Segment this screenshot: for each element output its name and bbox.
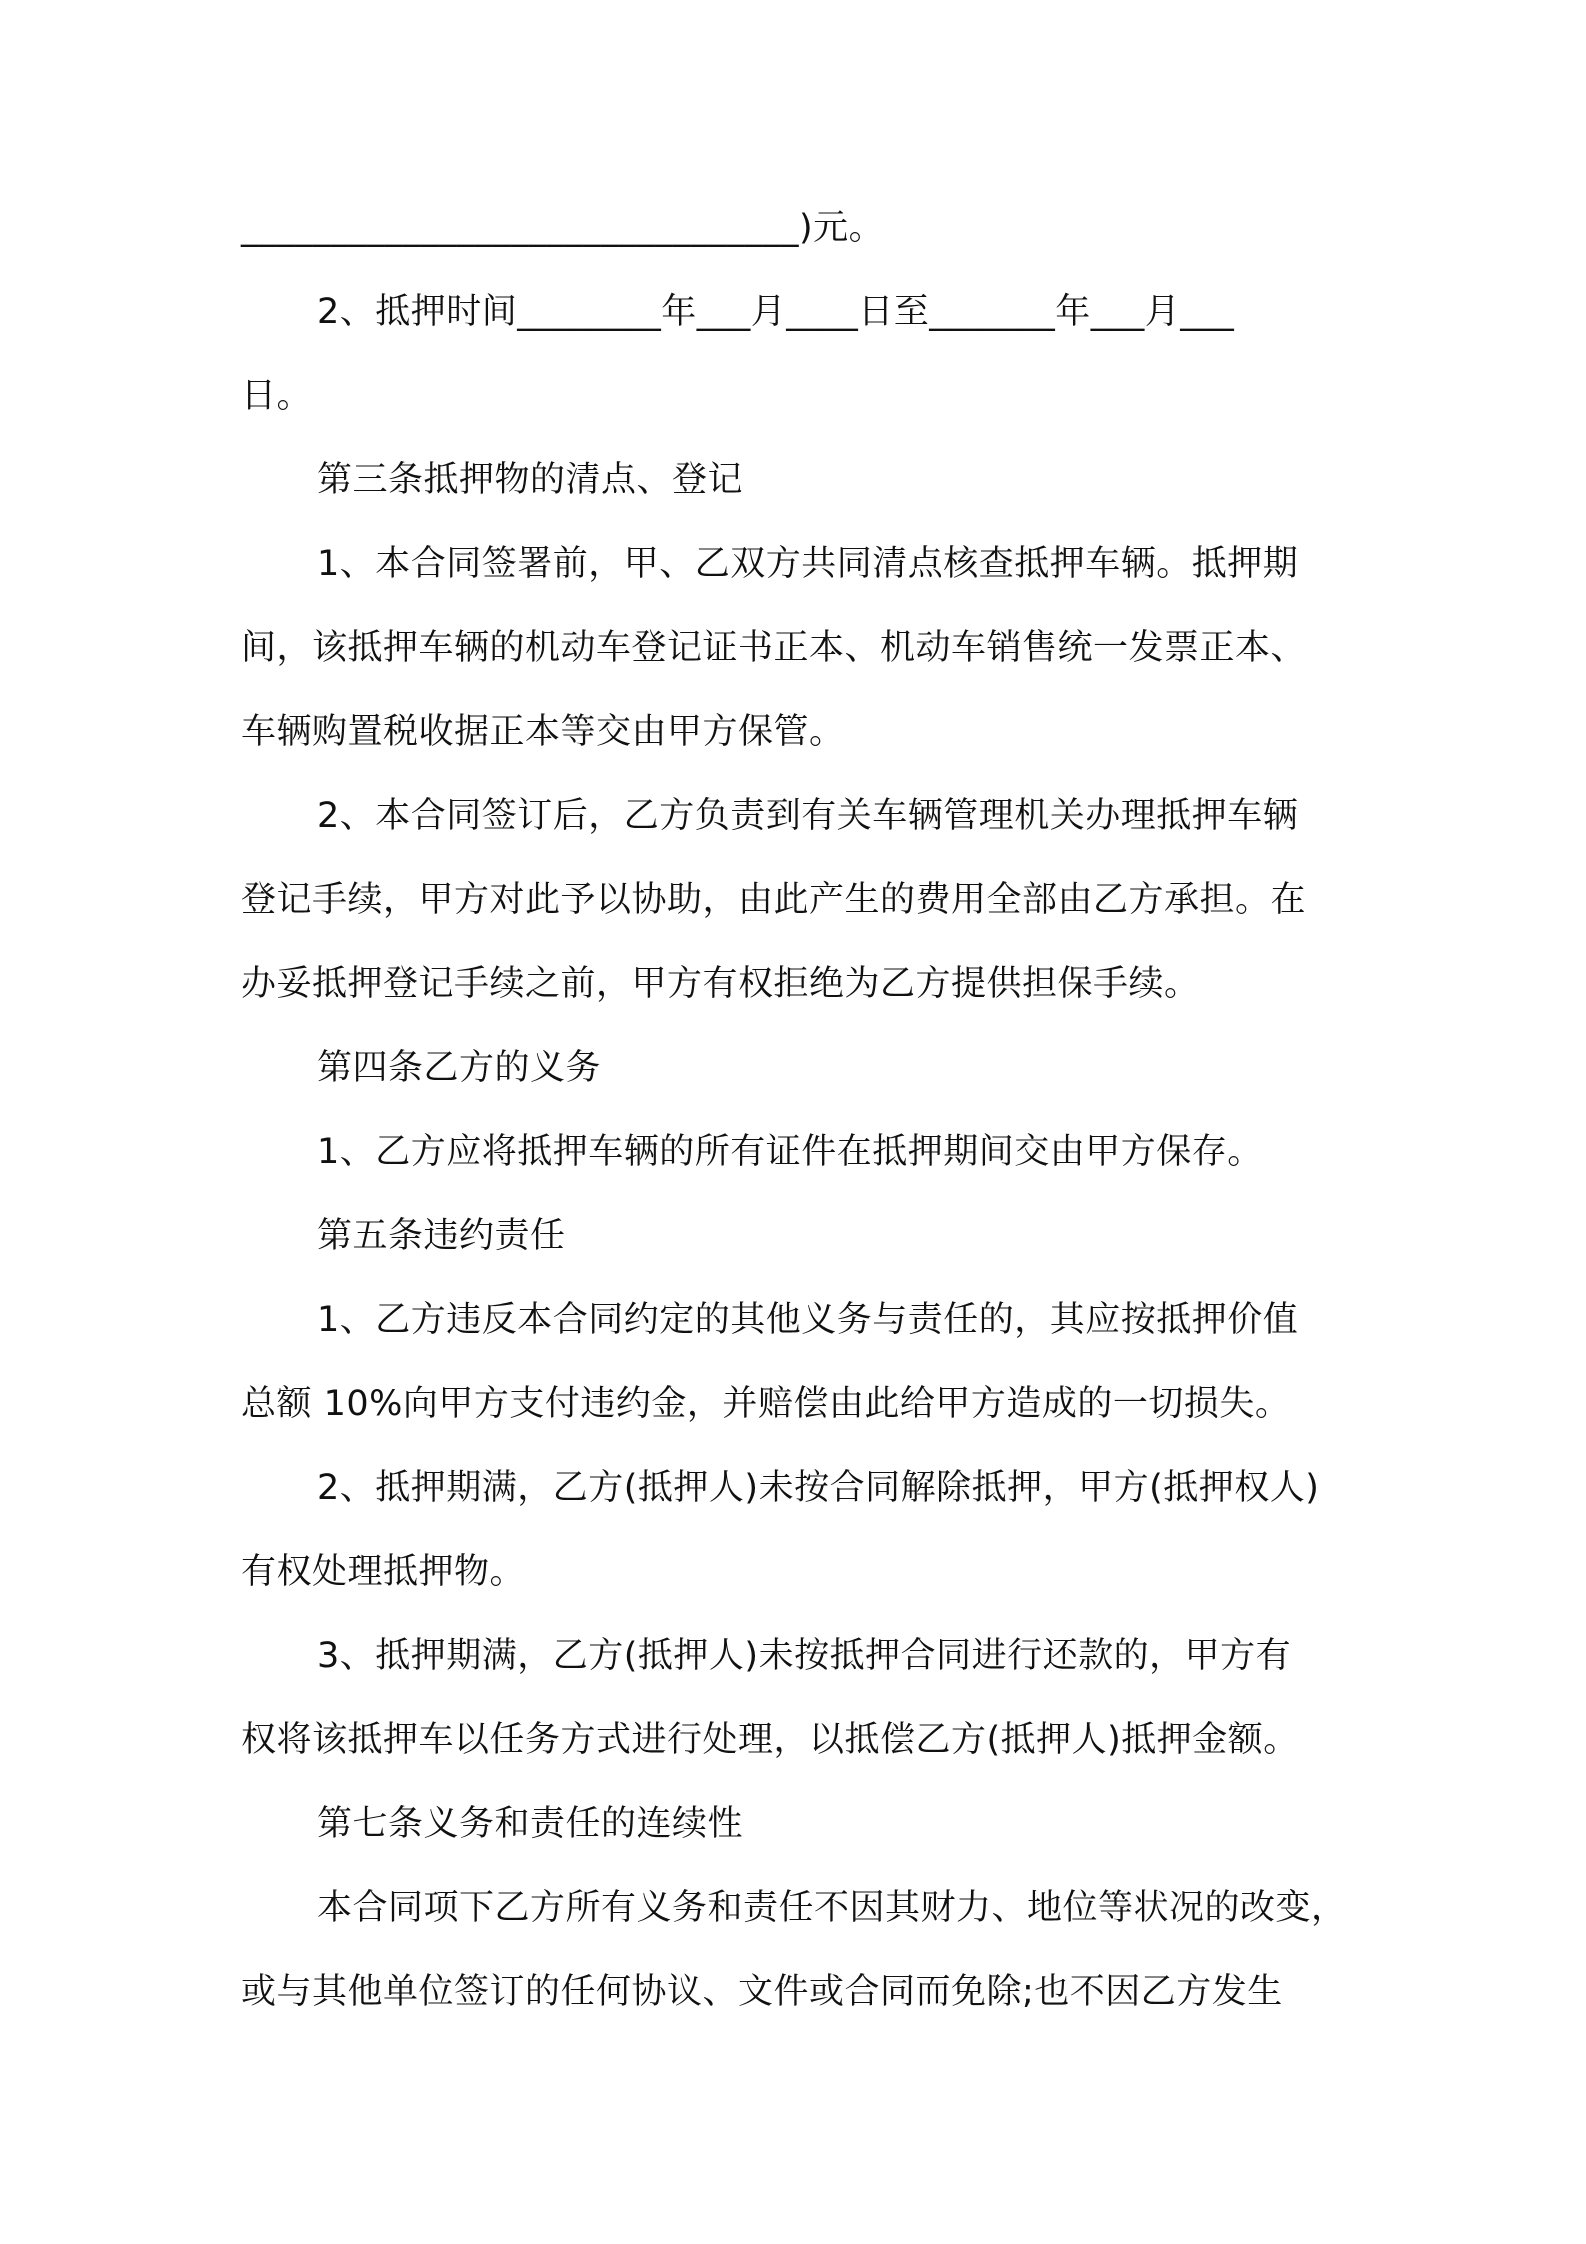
article-5-clause-1-line-2: 总额 10%向甲方支付违约金，并赔偿由此给甲方造成的一切损失。 xyxy=(241,1384,1291,1424)
article-5-heading: 第五条违约责任 xyxy=(317,1216,566,1256)
article-3-heading: 第三条抵押物的清点、登记 xyxy=(317,460,744,500)
article-3-clause-2-line-1: 2、本合同签订后，乙方负责到有关车辆管理机关办理抵押车辆 xyxy=(317,796,1299,836)
article-3-clause-1-line-2: 间，该抵押车辆的机动车登记证书正本、机动车销售统一发票正本、 xyxy=(241,628,1307,668)
article-5-clause-2-line-2: 有权处理抵押物。 xyxy=(241,1552,526,1592)
article-3-clause-1-line-3: 车辆购置税收据正本等交由甲方保管。 xyxy=(241,712,845,752)
article-7-body-line-1: 本合同项下乙方所有义务和责任不因其财力、地位等状况的改变， xyxy=(317,1888,1347,1928)
article-3-clause-2-line-2: 登记手续，甲方对此予以协助，由此产生的费用全部由乙方承担。在 xyxy=(241,880,1307,920)
mortgage-period-end: 日。 xyxy=(241,376,313,416)
article-7-body-line-2: 或与其他单位签订的任何协议、文件或合同而免除;也不因乙方发生 xyxy=(241,1972,1283,2012)
article-5-clause-1-line-1: 1、乙方违反本合同约定的其他义务与责任的，其应按抵押价值 xyxy=(317,1300,1299,1340)
mortgage-period-line: 2、抵押时间________年___月____日至_______年___月___ xyxy=(317,292,1235,332)
article-7-heading: 第七条义务和责任的连续性 xyxy=(317,1804,744,1844)
article-5-clause-2-line-1: 2、抵押期满，乙方(抵押人)未按合同解除抵押，甲方(抵押权人) xyxy=(317,1468,1320,1508)
article-4-clause-1: 1、乙方应将抵押车辆的所有证件在抵押期间交由甲方保存。 xyxy=(317,1132,1263,1172)
article-3-clause-1-line-1: 1、本合同签署前，甲、乙双方共同清点核查抵押车辆。抵押期 xyxy=(317,544,1299,584)
article-4-heading: 第四条乙方的义务 xyxy=(317,1048,602,1088)
article-5-clause-3-line-1: 3、抵押期满，乙方(抵押人)未按抵押合同进行还款的，甲方有 xyxy=(317,1636,1292,1676)
article-3-clause-2-line-3: 办妥抵押登记手续之前，甲方有权拒绝为乙方提供担保手续。 xyxy=(241,964,1200,1004)
amount-blank-line: _______________________________)元。 xyxy=(241,208,885,248)
article-5-clause-3-line-2: 权将该抵押车以任务方式进行处理，以抵偿乙方(抵押人)抵押金额。 xyxy=(241,1720,1299,1760)
